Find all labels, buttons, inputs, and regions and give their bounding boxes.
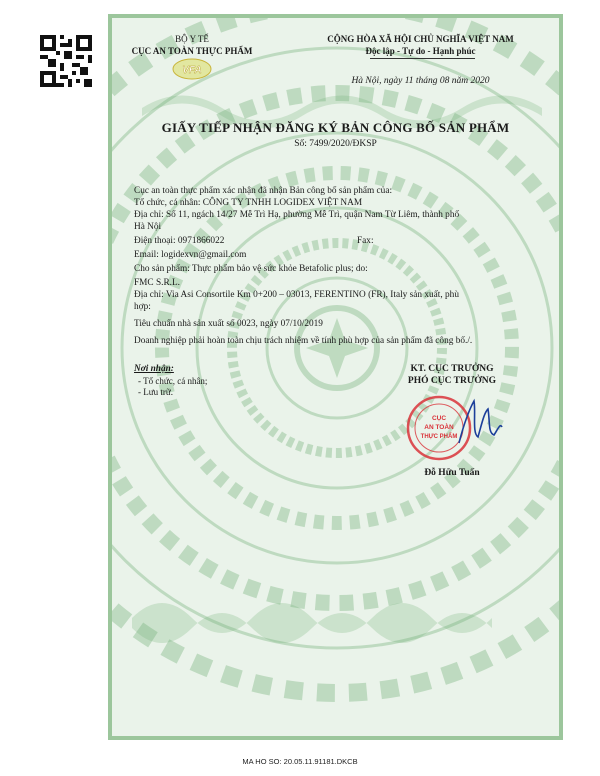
intro-text: Cục an toàn thực phẩm xác nhận đã nhận Bản công bố sản phẩm của: [134,186,393,196]
signature-title-1: KT. CỤC TRƯỞNG [410,364,494,374]
recipients-heading: Nơi nhận: [134,364,174,374]
fax-line: Fax: [357,236,374,246]
org-address-line2: Hà Nội [134,222,162,232]
motto-underline [370,58,475,59]
signature-title-2: PHÓ CỤC TRƯỞNG [407,376,497,386]
country-name: CỘNG HÒA XÃ HỘI CHỦ NGHĨA VIỆT NAM [327,34,514,44]
agency-name: CỤC AN TOÀN THỰC PHẨM [131,46,253,56]
phone-line: Điện thoại: 0971866022 [134,236,225,246]
manufacturer-line: FMC S.R.L. [134,278,180,288]
standard-line: Tiêu chuẩn nhà sản xuất số 0023, ngày 07/10/2019 [134,319,323,329]
signatory-name: Đỗ Hữu Tuấn [424,468,480,478]
issue-date: Hà Nội, ngày 11 tháng 08 năm 2020 [351,76,490,86]
official-stamp [404,393,514,463]
stamp-text-2: AN TOÀN [424,424,454,431]
vfa-logo [172,58,212,80]
handwritten-signature [459,401,502,443]
qr-code [40,35,92,87]
stamp-text-1: CỤC [431,415,447,422]
recipient-item: - Tổ chức, cá nhân; [138,376,208,386]
national-motto: Độc lập - Tự do - Hạnh phúc [365,46,476,56]
organization-line: Tổ chức, cá nhân: CÔNG TY TNHH LOGIDEX VIỆT NAM [134,198,363,208]
vfa-logo-text: VFA [182,65,202,76]
maker-address-line2: hợp: [134,302,151,312]
document-number: Số: 7499/2020/ĐKSP [294,139,377,149]
email-line: Email: logidexvn@gmail.com [134,250,247,260]
responsibility-line: Doanh nghiệp phải hoàn toàn chịu trách nhiệm về tính phù hợp của sản phẩm đã công bố./. [134,336,473,346]
stamp-text-3: THỰC PHẨM [420,434,458,440]
org-address-line1: Địa chỉ: Số 11, ngách 14/27 Mễ Trì Hạ, phường Mễ Trì, quận Nam Từ Liêm, thành phố [134,210,460,220]
product-line: Cho sản phẩm: Thực phẩm bảo vệ sức khỏe Betafolic plus; do: [134,264,368,274]
maker-address-line1: Địa chỉ: Via Asi Consortile Km 0+200 – 03013, FERENTINO (FR), Italy sản xuất, phù [134,290,459,300]
recipient-item: - Lưu trữ. [138,387,173,397]
dossier-code: MA HO SO: 20.05.11.91181.DKCB [242,757,358,766]
certificate [108,14,563,740]
document-title: GIẤY TIẾP NHẬN ĐĂNG KÝ BẢN CÔNG BỐ SẢN PHẨM [161,120,510,135]
ministry-name: BỘ Y TẾ [175,34,209,44]
